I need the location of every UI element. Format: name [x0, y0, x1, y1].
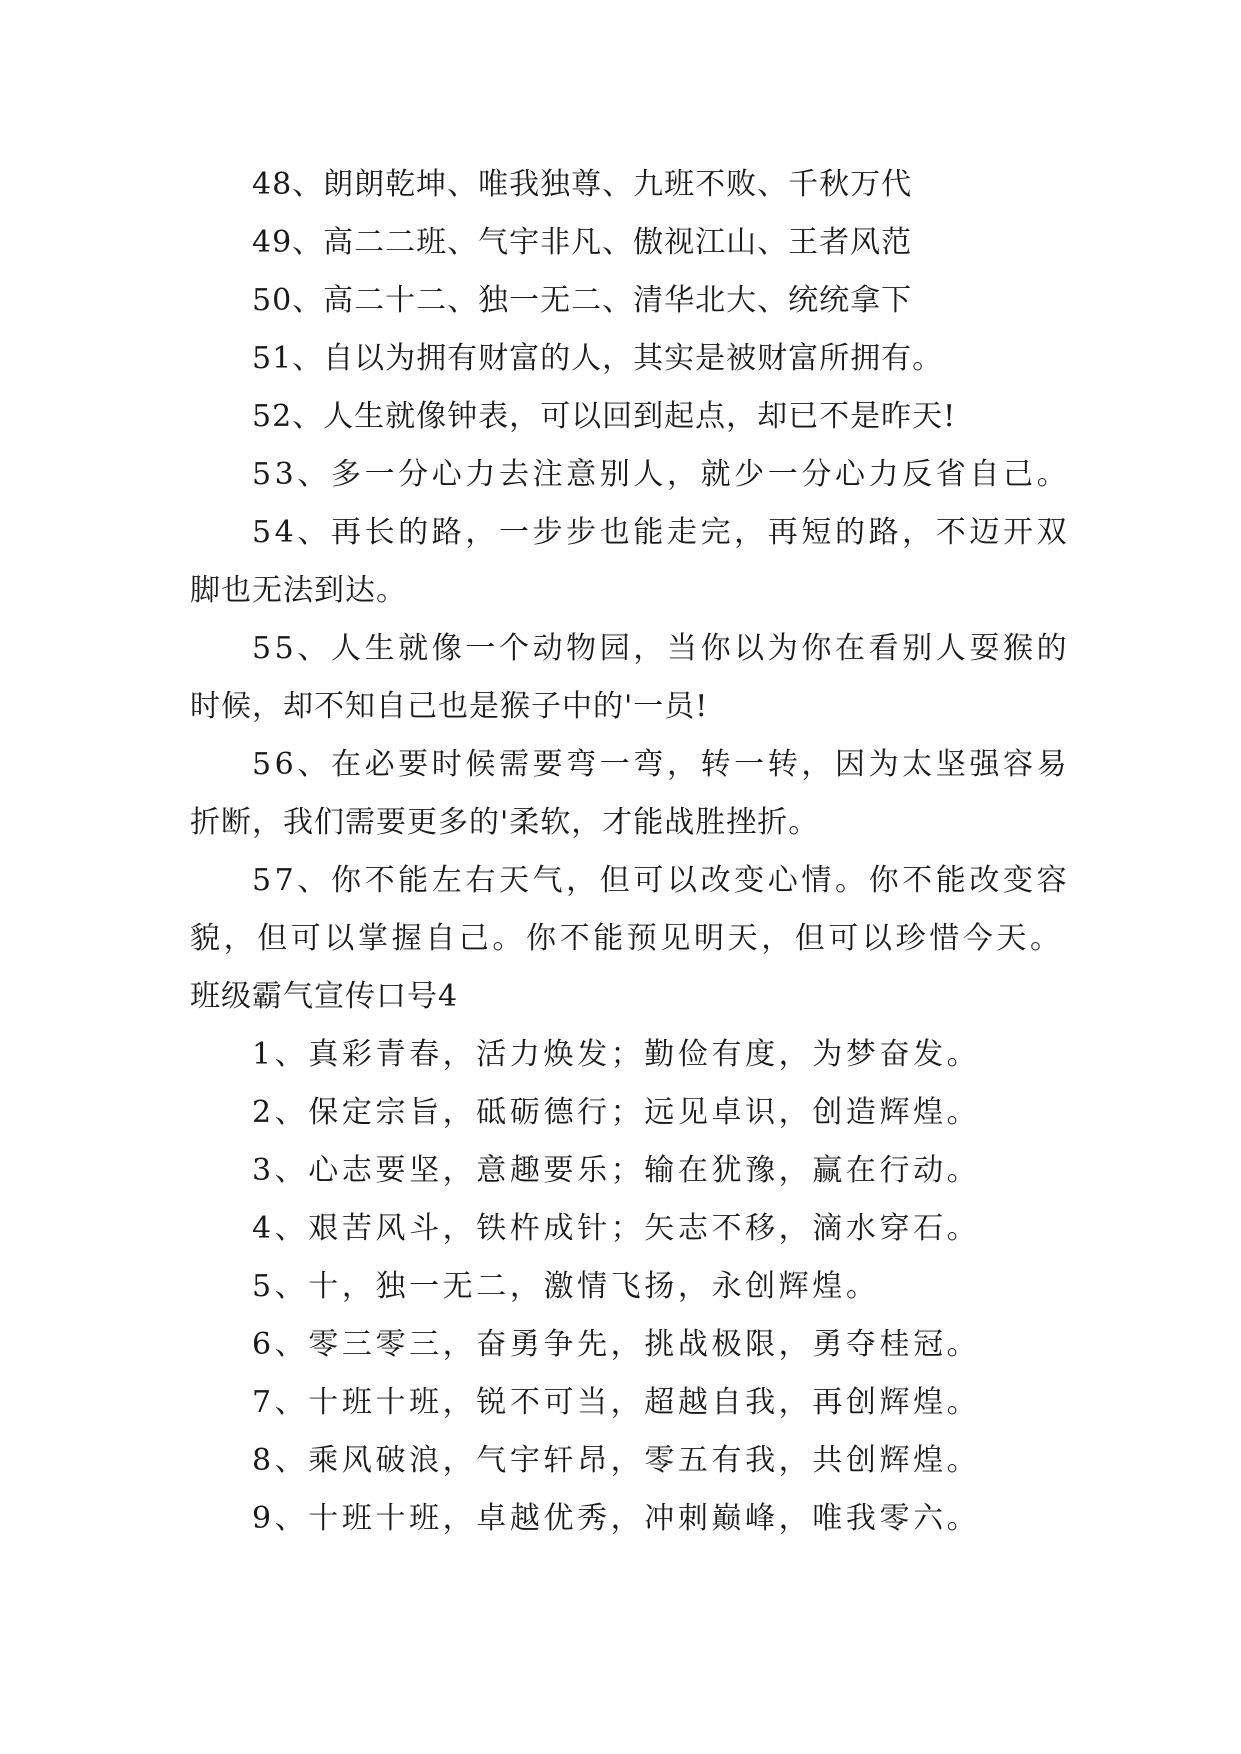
- text-line-54: 54、再长的路，一步步也能走完，再短的路，不迈开双: [252, 515, 1071, 550]
- text-line-56-cont: 折断，我们需要更多的'柔软，才能战胜挫折。: [190, 805, 820, 840]
- slogan-line-7: 7、十班十班，锐不可当，超越自我，再创辉煌。: [252, 1385, 981, 1420]
- text-line-55: 55、人生就像一个动物园，当你以为你在看别人耍猴的: [252, 631, 1071, 666]
- section-heading: 班级霸气宣传口号4: [190, 979, 459, 1014]
- slogan-line-9: 9、十班十班，卓越优秀，冲刺巅峰，唯我零六。: [252, 1501, 981, 1536]
- slogan-line-6: 6、零三零三，奋勇争先，挑战极限，勇夺桂冠。: [252, 1327, 981, 1362]
- text-line-57: 57、你不能左右天气，但可以改变心情。你不能改变容: [252, 863, 1071, 898]
- text-line-51: 51、自以为拥有财富的人，其实是被财富所拥有。: [252, 341, 944, 376]
- slogan-line-4: 4、艰苦风斗，铁杵成针；矢志不移，滴水穿石。: [252, 1211, 981, 1246]
- text-line-53: 53、多一分心力去注意别人，就少一分心力反省自己。: [252, 457, 1071, 492]
- slogan-line-2: 2、保定宗旨，砥砺德行；远见卓识，创造辉煌。: [252, 1095, 981, 1130]
- slogan-line-1: 1、真彩青春，活力焕发；勤俭有度，为梦奋发。: [252, 1037, 981, 1072]
- text-line-49: 49、高二二班、气宇非凡、傲视江山、王者风范: [252, 225, 913, 260]
- slogan-line-5: 5、十，独一无二，激情飞扬，永创辉煌。: [252, 1269, 880, 1304]
- text-line-55-cont: 时候，却不知自己也是猴子中的'一员!: [190, 689, 709, 724]
- text-line-57-cont: 貌，但可以掌握自己。你不能预见明天，但可以珍惜今天。: [190, 921, 1064, 956]
- text-line-54-cont: 脚也无法到达。: [190, 573, 407, 608]
- slogan-line-3: 3、心志要坚，意趣要乐；输在犹豫，赢在行动。: [252, 1153, 981, 1188]
- text-line-56: 56、在必要时候需要弯一弯，转一转，因为太坚强容易: [252, 747, 1071, 782]
- slogan-line-8: 8、乘风破浪，气宇轩昂，零五有我，共创辉煌。: [252, 1443, 981, 1478]
- text-line-48: 48、朗朗乾坤、唯我独尊、九班不败、千秋万代: [252, 167, 913, 202]
- text-line-52: 52、人生就像钟表，可以回到起点，却已不是昨天!: [252, 399, 957, 434]
- text-line-50: 50、高二十二、独一无二、清华北大、统统拿下: [252, 283, 913, 318]
